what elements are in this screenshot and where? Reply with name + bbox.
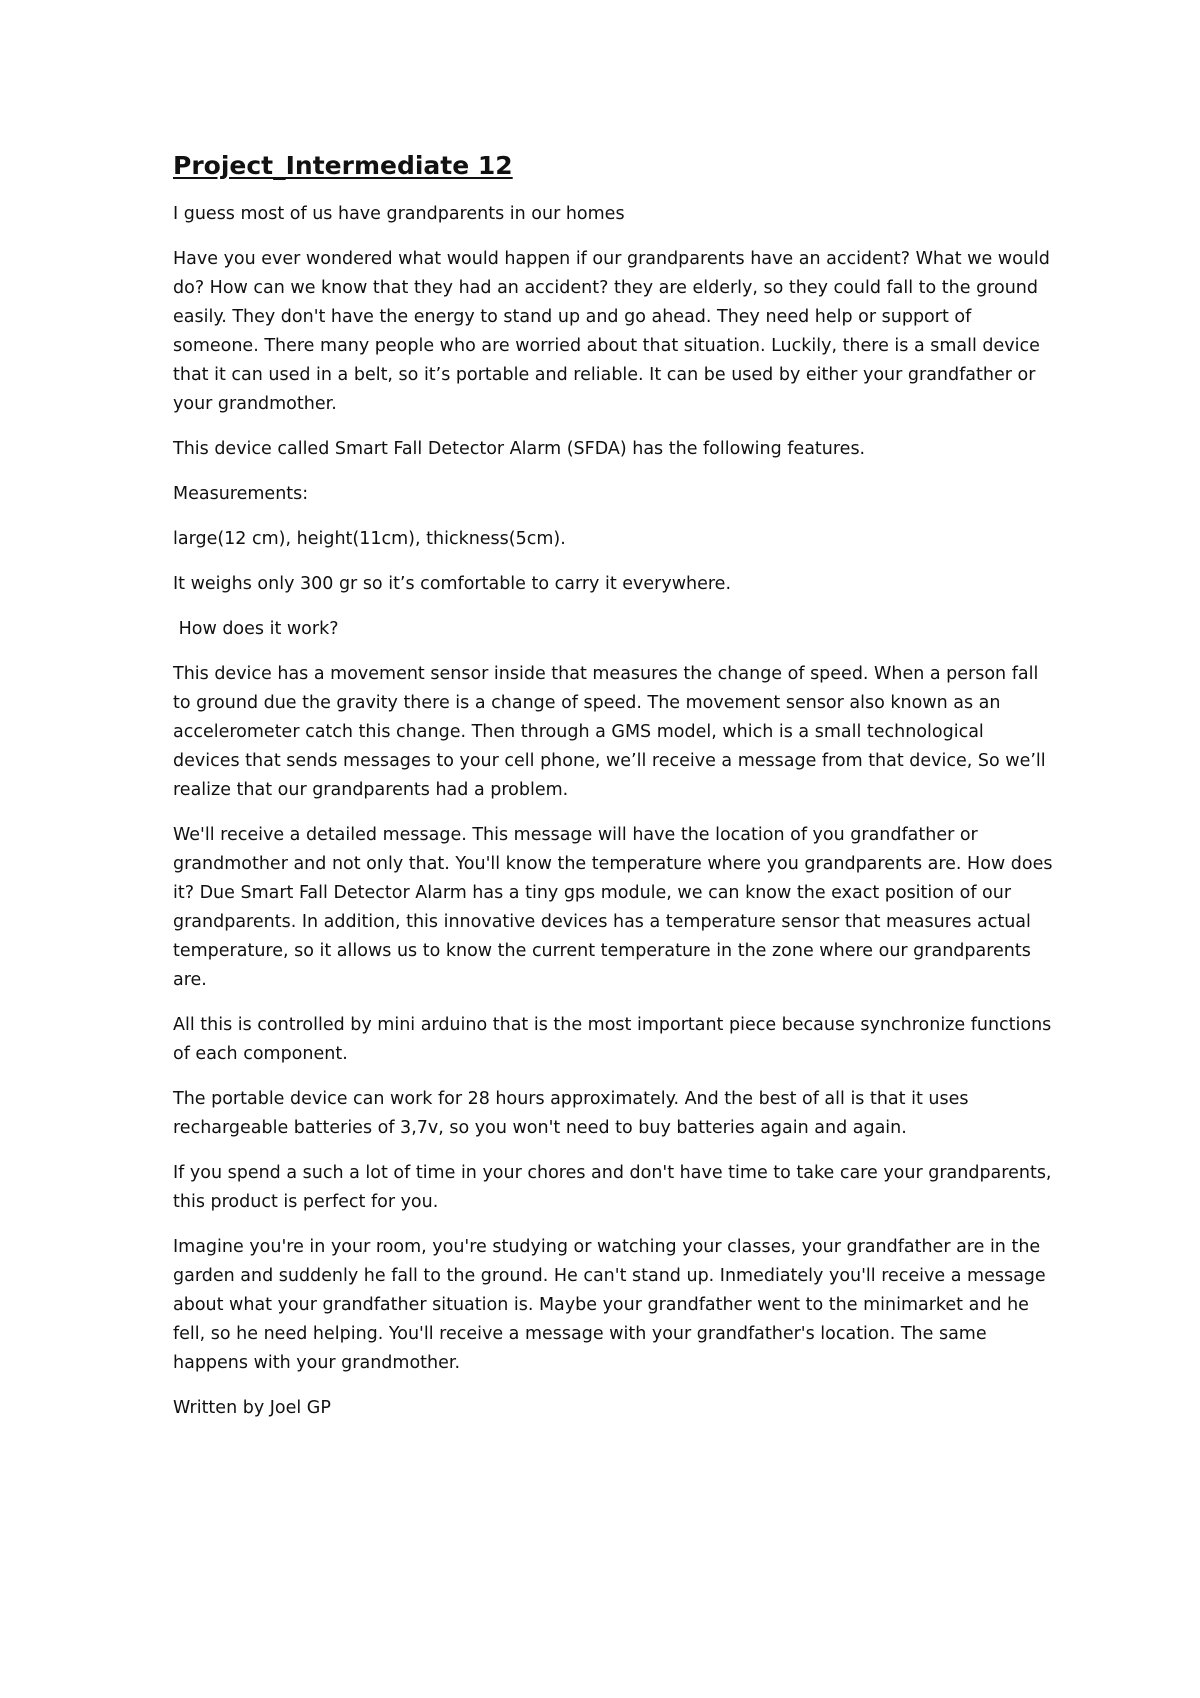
paragraph-weight: It weighs only 300 gr so it’s comfortable to carry it everywhere. <box>173 574 732 594</box>
paragraph-how-it-works: This device has a movement sensor inside that measures the change of speed. When a person fall to ground due the gravity there is a change of speed. The movement sensor also known as an accelerometer catch this change. Then through a GMS model, which is a small technological devices that sends messages to your cell phone, we’ll receive a message from that device, So we’ll realize that our grandparents had a problem. <box>173 664 1046 800</box>
paragraph-device-name: This device called Smart Fall Detector Alarm (SFDA) has the following features. <box>173 439 866 459</box>
paragraph-measurements-heading: Measurements: <box>173 484 309 504</box>
paragraph-imagine: Imagine you're in your room, you're studying or watching your classes, your grandfather are in the garden and suddenly he fall to the ground. He can't stand up. Inmediately you'll receive a message about what your grandfather situation is. Maybe your grandfather went to the minimarket and he fell, so he need helping. You'll receive a message with your grandfather's location. The same happens with your grandmother. <box>173 1237 1046 1373</box>
paragraph-battery: The portable device can work for 28 hours approximately. And the best of all is that it uses rechargeable batteries of 3,7v, so you won't need to buy batteries again and again. <box>173 1089 969 1138</box>
paragraph-intro: I guess most of us have grandparents in our homes <box>173 204 625 224</box>
paragraph-detailed-message: We'll receive a detailed message. This message will have the location of you grandfather or grandmother and not only that. You'll know the temperature where you grandparents are. How does it? Due Smart Fall Detector Alarm has a tiny gps module, we can know the exact position of our grandparents. In addition, this innovative devices has a temperature sensor that measures actual temperature, so it allows us to know the current temperature in the zone where our grandparents are. <box>173 825 1053 990</box>
paragraph-how-heading: How does it work? <box>173 619 339 639</box>
document-title: Project_Intermediate 12 <box>173 151 513 180</box>
document-body <box>173 148 1053 1439</box>
paragraph-measurements: large(12 cm), height(11cm), thickness(5cm). <box>173 529 566 549</box>
paragraph-chores: If you spend a such a lot of time in your chores and don't have time to take care your grandparents, this product is perfect for you. <box>173 1163 1052 1212</box>
paragraph-question: Have you ever wondered what would happen if our grandparents have an accident? What we would do? How can we know that they had an accident? they are elderly, so they could fall to the ground easily. They don't have the energy to stand up and go ahead. They need help or support of someone. There many people who are worried about that situation. Luckily, there is a small device that it can used in a belt, so it’s portable and reliable. It can be used by either your grandfather or your grandmother. <box>173 249 1050 414</box>
paragraph-author: Written by Joel GP <box>173 1398 331 1418</box>
paragraph-arduino: All this is controlled by mini arduino that is the most important piece because synchronize functions of each component. <box>173 1015 1052 1064</box>
